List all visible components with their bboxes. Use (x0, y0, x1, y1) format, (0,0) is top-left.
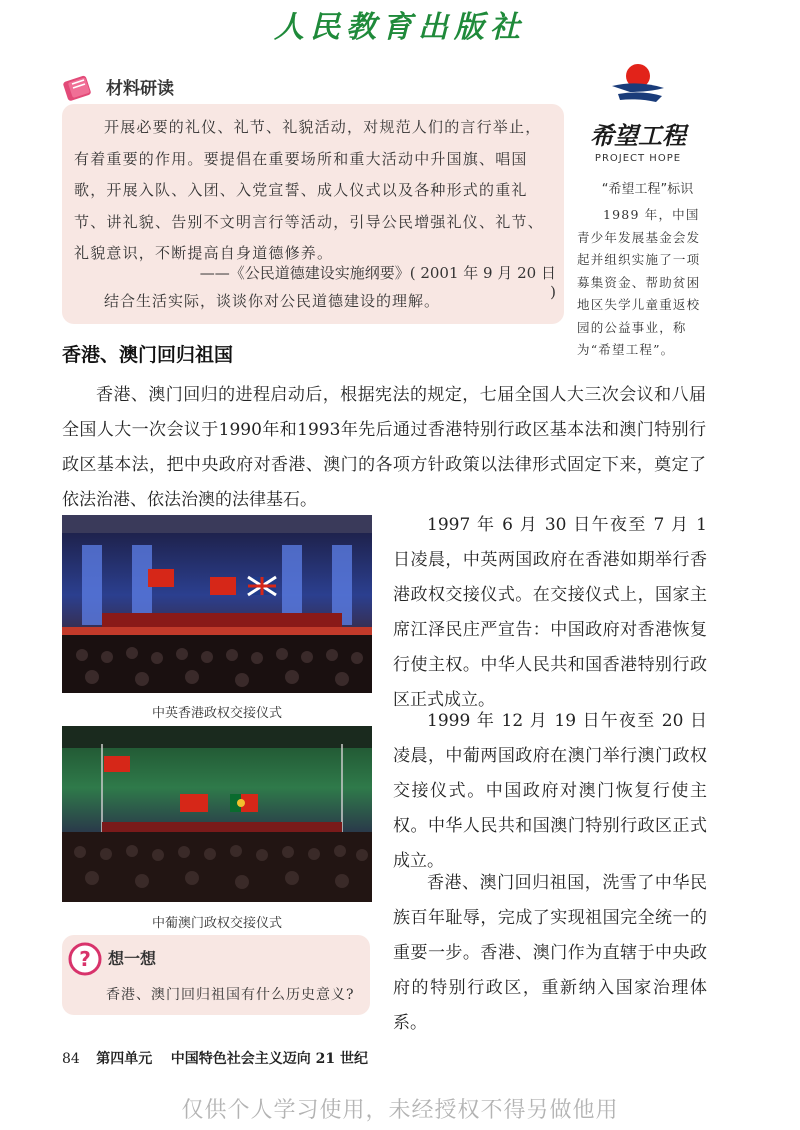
material-question: 结合生活实际，谈谈你对公民道德建设的理解。 (104, 292, 441, 310)
paragraph-hk-handover: 1997 年 6 月 30 日午夜至 7 月 1 日凌晨，中英两国政府在香港如期举行香港政权交接仪式。在交接仪式上，国家主席江泽民庄严宣告：中国政府对香港恢复行使主权。中华人民共和国香港特别行政区正式成立。 (393, 515, 707, 710)
think-title: 想一想 (108, 949, 157, 968)
hk-handover-photo (62, 515, 372, 693)
project-hope-cn: 希望工程 (590, 121, 686, 150)
project-hope-en: PROJECT HOPE (594, 153, 682, 164)
watermark: 仅供个人学习使用，未经授权不得另做他用 (181, 1098, 619, 1123)
macau-photo-caption: 中葡澳门政权交接仪式 (151, 916, 282, 931)
unit-label: 第四单元 (96, 1051, 153, 1067)
hk-photo-caption: 中英香港政权交接仪式 (151, 706, 282, 721)
paragraph-significance: 香港、澳门回归祖国，洗雪了中华民族百年耻辱，完成了实现祖国完全统一的重要一步。香港、澳门作为直辖于中央政府的特别行政区，重新纳入国家治理体系。 (393, 873, 707, 1033)
paragraph-basic-law: 香港、澳门回归的进程启动后，根据宪法的规定，七届全国人大三次会议和八届全国人大一次会议于1990年和1993年先后通过香港特别行政区基本法和澳门特别行政区基本法，把中央政府对香港、澳门的各项方针政策以法律形式固定下来，奠定了依法治港、依法治澳的法律基石。 (62, 385, 706, 510)
page-footer (62, 1048, 368, 1068)
material-tag-icon (62, 74, 94, 102)
publisher-logo: 人民教育出版社 (274, 10, 526, 45)
material-source: ——《公民道德建设实施纲要》( 2001 年 9 月 20 日 ) (199, 264, 556, 301)
material-title: 材料研读 (106, 79, 174, 99)
chapter-label: 中国特色社会主义迈向 21 世纪 (170, 1051, 368, 1067)
project-hope-text: 1989 年，中国青少年发展基金会发起并组织实施了一项募集资金、帮助贫困地区失学儿童重返校园的公益事业，称为“希望工程”。 (577, 207, 701, 357)
svg-text:?: ? (79, 947, 91, 971)
material-text: 开展必要的礼仪、礼节、礼貌活动，对规范人们的言行举止，有着重要的作用。要提倡在重要场所和重大活动中升国旗、唱国歌，开展入队、入团、入党宣誓、成人仪式以及各种形式的重礼节、讲礼貌、告别不文明言行等活动，引导公民增强礼仪、礼节、礼貌意识，不断提高自身道德修养。 (74, 118, 544, 262)
project-hope-logo (590, 62, 700, 164)
macau-handover-photo (62, 726, 372, 902)
think-question: 香港、澳门回归祖国有什么历史意义? (106, 987, 355, 1003)
paragraph-macau-handover: 1999 年 12 月 19 日午夜至 20 日凌晨，中葡两国政府在澳门举行澳门政权交接仪式。中国政府对澳门恢复行使主权。中华人民共和国澳门特别行政区正式成立。 (393, 711, 707, 871)
section-title: 香港、澳门回归祖国 (62, 344, 234, 366)
page-number: 84 (62, 1051, 80, 1067)
question-icon (68, 942, 102, 976)
project-hope-caption: “希望工程”标识 (601, 182, 694, 197)
